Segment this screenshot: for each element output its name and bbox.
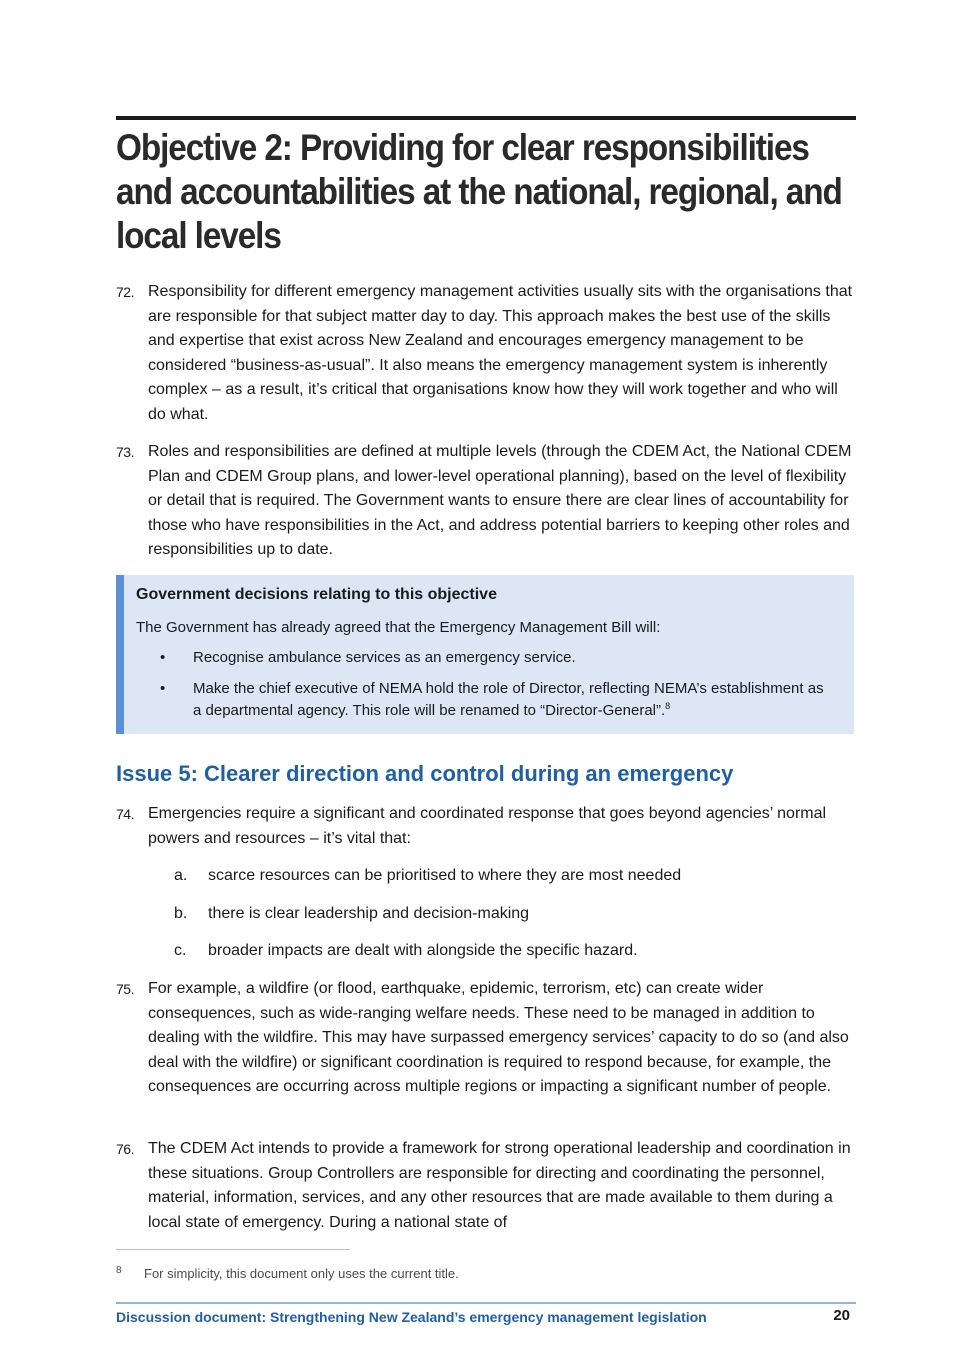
- sublist-letter: b.: [174, 905, 188, 922]
- paragraph-number: 72.: [116, 284, 134, 300]
- paragraph-text: For example, a wildfire (or flood, earthquake, epidemic, terrorism, etc) can create wider consequences, such as wide-ranging welfare needs. These need to be managed in addition to dealing with the wildfire. This may have surpassed emergency services’ capacity to do so (and also deal with the wildfire) or significant coordination is required to respond because, for example, the consequences are occurring across multiple regions or impacting a significant number of people.: [148, 980, 849, 1095]
- callout-intro: The Government has already agreed that the Emergency Management Bill will:: [136, 619, 661, 636]
- paragraph-75: [116, 977, 856, 1100]
- footer-document-title: Discussion document: Strengthening New Zealand’s emergency management legislation: [116, 1309, 707, 1325]
- footnote-text: For simplicity, this document only uses the current title.: [144, 1266, 459, 1281]
- paragraph-text: Responsibility for different emergency management activities usually sits with the organisations that are responsible for that subject matter day to day. This approach makes the best use of the skills and expertise that exist across New Zealand and encourages emergency management to be considered “business-as-usual”. It also means the emergency management system is inherently complex – as a result, it’s critical that organisations know how they will work together and who will do what.: [148, 283, 853, 423]
- bullet-icon: •: [160, 680, 166, 697]
- bullet-icon: •: [160, 649, 166, 666]
- issue-heading: Issue 5: Clearer direction and control during an emergency: [116, 761, 734, 786]
- paragraph-number: 73.: [116, 444, 134, 460]
- paragraph-text: The CDEM Act intends to provide a framework for strong operational leadership and coordination in these situations. Group Controllers are responsible for directing and coordinating the personnel, material, information, services, and any other resources that are made available to them during a local state of emergency. During a national state of: [148, 1140, 851, 1231]
- paragraph-76: [116, 1137, 856, 1235]
- footnote-reference-link[interactable]: 8: [665, 701, 671, 711]
- sublist-text: broader impacts are dealt with alongside the specific hazard.: [208, 942, 638, 959]
- footnote: [116, 1264, 459, 1284]
- paragraph-text: Emergencies require a significant and coordinated response that goes beyond agencies’ normal powers and resources – it’s vital that:: [148, 805, 827, 847]
- paragraph-number: 76.: [116, 1141, 134, 1157]
- paragraph-72: [116, 280, 856, 427]
- callout-heading: Government decisions relating to this objective: [136, 586, 497, 603]
- paragraph-text: Roles and responsibilities are defined at multiple levels (through the CDEM Act, the National CDEM Plan and CDEM Group plans, and lower-level operational planning), based on the level of flexibility or detail that is required. The Government wants to ensure there are clear lines of accountability for those who have responsibilities in the Act, and address potential barriers to keeping other roles and responsibilities up to date.: [148, 443, 852, 558]
- page-number: 20: [833, 1307, 850, 1324]
- sublist-letter: c.: [174, 942, 187, 959]
- paragraph-number: 74.: [116, 806, 134, 822]
- callout-bullet-item: [136, 678, 836, 722]
- sublist-item-a: [116, 864, 856, 888]
- footer-divider: [116, 1302, 856, 1304]
- sublist-text: there is clear leadership and decision-making: [208, 905, 530, 922]
- callout-bullet-list: [136, 647, 836, 731]
- page-title: Objective 2: Providing for clear responsibilities and accountabilities at the national, regional, and local levels: [116, 127, 842, 256]
- sublist-item-b: [116, 902, 856, 926]
- callout-bullet-item: [136, 647, 836, 669]
- government-decisions-callout: [116, 575, 854, 734]
- bullet-text: Recognise ambulance services as an emergency service.: [193, 649, 576, 666]
- footnote-divider: [116, 1249, 350, 1250]
- sublist-item-c: [116, 939, 856, 963]
- sublist-letter: a.: [174, 867, 188, 884]
- bullet-text: Make the chief executive of NEMA hold the role of Director, reflecting NEMA’s establishment as a departmental agency. This role will be renamed to “Director-General”.: [193, 680, 824, 719]
- title-top-rule: [116, 116, 856, 120]
- sublist-text: scarce resources can be prioritised to where they are most needed: [208, 867, 682, 884]
- paragraph-number: 75.: [116, 981, 134, 997]
- footnote-number: 8: [116, 1265, 122, 1276]
- paragraph-74: [116, 802, 856, 851]
- paragraph-73: [116, 440, 856, 563]
